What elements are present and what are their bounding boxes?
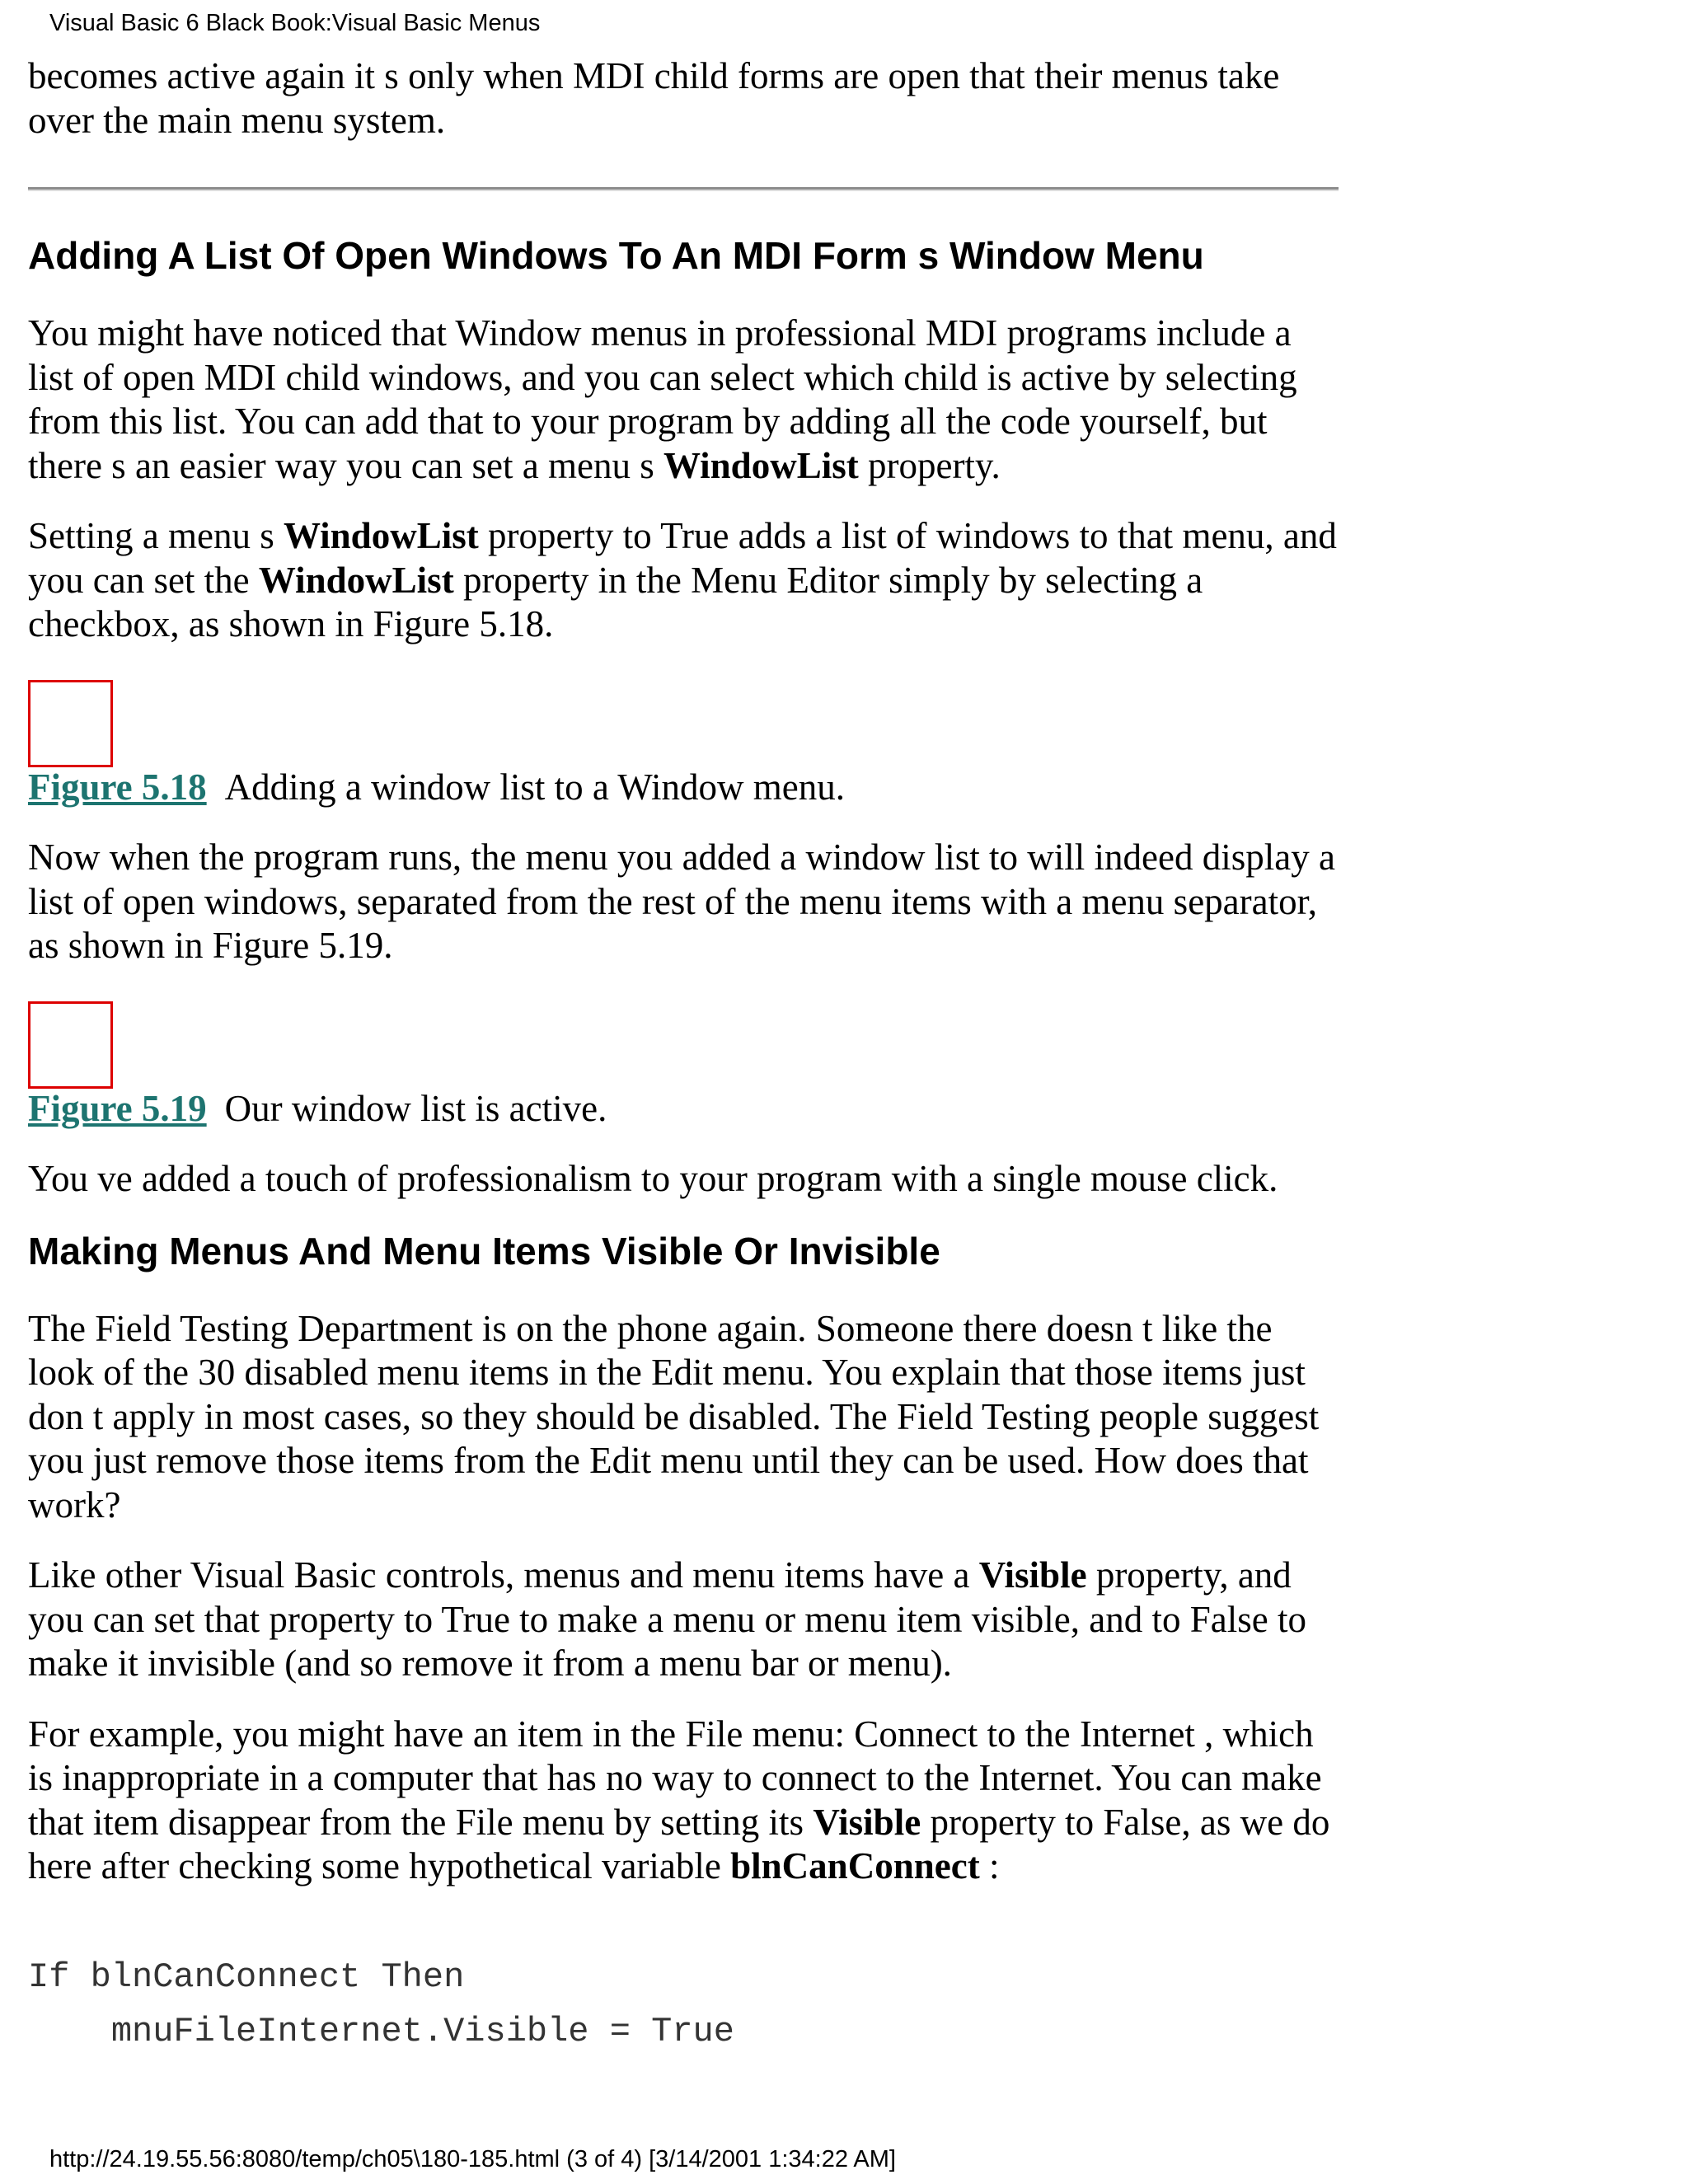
paragraph-windowlist-property — [28, 514, 1339, 647]
bold-term: Visible — [978, 1554, 1087, 1596]
paragraph-visible-property — [28, 1554, 1339, 1686]
document-body — [28, 54, 1339, 2059]
figure-link[interactable]: Figure 5.19 — [28, 1087, 207, 1129]
caption-text: Adding a window list to a Window menu. — [224, 766, 845, 808]
paragraph-professionalism: You ve added a touch of professionalism to your program with a single mouse click. — [28, 1158, 1278, 1199]
paragraph-text: Setting a menu s — [28, 515, 284, 556]
paragraph-text: For example, you might have an item in the File menu: Connect to the Internet , which is inappropriate in a computer that has no way to connect to the Internet. You can make that item disappear from the File menu by setting its — [28, 1713, 1322, 1843]
paragraph-field-testing: The Field Testing Department is on the phone again. Someone there doesn t like the look of the 30 disabled menu items in the Edit menu. You explain that those items just don t apply in most cases, so they should be disabled. The Field Testing people suggest you just remove those items from the Edit menu until they can be used. How does that work? — [28, 1307, 1320, 1526]
paragraph-window-menus — [28, 312, 1339, 488]
page-header: Visual Basic 6 Black Book:Visual Basic Menus — [49, 10, 541, 36]
bold-term: WindowList — [283, 515, 479, 556]
horizontal-rule — [28, 187, 1339, 191]
section-heading-visible: Making Menus And Menu Items Visible Or Invisible — [28, 1229, 940, 1272]
paragraph-text: : — [979, 1845, 1000, 1886]
figure-caption — [28, 1087, 1339, 1132]
caption-text: Our window list is active. — [224, 1087, 607, 1129]
bold-term: WindowList — [258, 559, 454, 601]
paragraph-example — [28, 1713, 1339, 1889]
paragraph-text: Like other Visual Basic controls, menus and menu items have a — [28, 1554, 979, 1596]
paragraph-text: You might have noticed that Window menus in professional MDI programs include a list of open MDI child windows, and you can select which child is active by selecting from this list. You can add that to your program by adding all the code yourself, but there s an easier way you can set a menu s — [28, 312, 1297, 486]
bold-term: WindowList — [663, 444, 859, 486]
broken-image-placeholder[interactable] — [28, 1001, 113, 1089]
broken-image-placeholder[interactable] — [28, 680, 113, 767]
page-footer: http://24.19.55.56:8080/temp/ch05\180-185.html (3 of 4) [3/14/2001 1:34:22 AM] — [49, 2146, 896, 2172]
code-line: mnuFileInternet.Visible = True — [28, 2011, 734, 2051]
paragraph-text: property, and you can set that property to True to make a menu or menu item visible, and to False to make it invisible (and so remove it from a menu bar or menu). — [28, 1554, 1306, 1684]
code-line: If blnCanConnect Then — [28, 1957, 465, 1997]
figure-link[interactable]: Figure 5.18 — [28, 766, 207, 808]
figure-5-18 — [28, 680, 1339, 810]
paragraph-text: property to True adds a list of windows to that menu, and you can set the — [28, 515, 1337, 601]
figure-5-19 — [28, 1001, 1339, 1132]
figure-caption — [28, 766, 1339, 810]
paragraph-text: property. — [858, 444, 1001, 486]
intro-paragraph: becomes active again it s only when MDI child forms are open that their menus take over the main menu system. — [28, 55, 1280, 141]
bold-term: Visible — [813, 1801, 921, 1843]
paragraph-text: property to False, as we do here after checking some hypothetical variable — [28, 1801, 1330, 1886]
paragraph-program-runs: Now when the program runs, the menu you added a window list to will indeed display a list of open windows, separated from the rest of the menu items with a menu separator, as shown in Figure 5.19. — [28, 837, 1335, 966]
bold-term: blnCanConnect — [730, 1845, 980, 1886]
section-heading-window-list: Adding A List Of Open Windows To An MDI Form s Window Menu — [28, 234, 1204, 277]
paragraph-text: property in the Menu Editor simply by selecting a checkbox, as shown in Figure 5.18. — [28, 559, 1203, 644]
code-block — [28, 1950, 1339, 2059]
